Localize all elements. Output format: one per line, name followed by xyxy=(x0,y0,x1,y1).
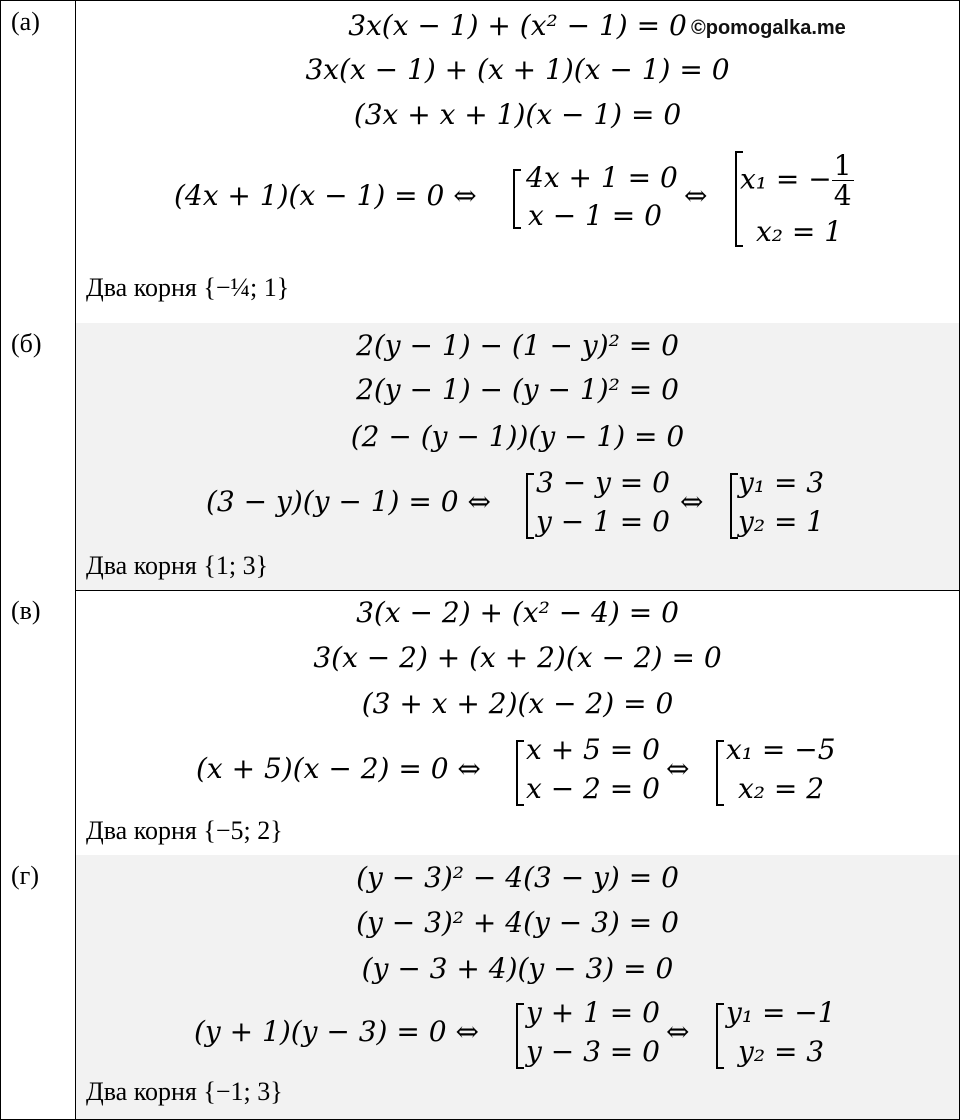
system-line: x + 5 = 0 xyxy=(526,733,660,766)
fraction-numerator: 1 xyxy=(833,149,852,182)
answer-line xyxy=(86,1077,283,1107)
equation-line: 3(x − 2) + (x + 2)(x − 2) = 0 xyxy=(313,641,722,674)
equation-line: (y − 3)² − 4(3 − y) = 0 xyxy=(356,861,679,894)
label-cell xyxy=(1,855,76,1119)
item-label: (б) xyxy=(11,329,42,358)
watermark: ©pomogalka.me xyxy=(691,17,846,39)
root-line: y₁ = −1 xyxy=(726,996,836,1029)
solution-content xyxy=(76,590,959,855)
root-line: x₁ = −5 xyxy=(726,733,836,766)
answer-prefix: Два корня xyxy=(86,551,197,580)
label-cell xyxy=(1,323,76,590)
roots-bracket xyxy=(730,473,738,539)
equation-line: (2 − (y − 1))(y − 1) = 0 xyxy=(350,420,685,453)
answer-prefix: Два корня xyxy=(86,273,197,302)
item-label: (г) xyxy=(11,861,39,890)
system-line: y − 1 = 0 xyxy=(536,505,670,538)
answer-set: {−1; 3} xyxy=(203,1077,283,1106)
equation-line: 2(y − 1) − (1 − y)² = 0 xyxy=(356,329,679,362)
item-label: (а) xyxy=(11,7,40,36)
equation-line: (y − 3)² + 4(y − 3) = 0 xyxy=(356,906,679,939)
answer-set: {−5; 2} xyxy=(203,816,283,845)
system-bracket xyxy=(516,740,524,806)
system-bracket xyxy=(526,473,534,539)
fraction-denominator: 4 xyxy=(833,179,852,213)
factored-equation: (y + 1)(y − 3) = 0 ⇔ xyxy=(194,1015,479,1048)
item-label: (в) xyxy=(11,596,41,625)
root-line: y₂ = 3 xyxy=(738,1035,825,1068)
equation-line: 3x(x − 1) + (x² − 1) = 0 xyxy=(348,9,687,42)
root-line: y₂ = 1 xyxy=(738,505,825,538)
answer-prefix: Два корня xyxy=(86,816,197,845)
system-line: y − 3 = 0 xyxy=(526,1035,660,1068)
equation-line: 3(x − 2) + (x² − 4) = 0 xyxy=(356,596,679,629)
roots-bracket xyxy=(716,1003,724,1069)
answer-line xyxy=(86,551,268,581)
answer-set: {−¼; 1} xyxy=(203,273,290,302)
root-line: x₂ = 1 xyxy=(756,215,843,248)
factored-equation: (x + 5)(x − 2) = 0 ⇔ xyxy=(196,752,481,785)
iff-symbol: ⇔ xyxy=(666,752,690,785)
root-text: x₁ = − xyxy=(740,162,832,196)
equation-line: (3 + x + 2)(x − 2) = 0 xyxy=(361,687,674,720)
solution-row-c xyxy=(1,590,959,856)
solution-row-d xyxy=(1,855,959,1119)
system-line: x − 2 = 0 xyxy=(526,772,660,805)
solution-content xyxy=(76,855,959,1119)
factored-equation: (4x + 1)(x − 1) = 0 ⇔ xyxy=(174,179,477,212)
equation-line: (y − 3 + 4)(y − 3) = 0 xyxy=(361,952,674,985)
answer-set: {1; 3} xyxy=(203,551,269,580)
system-line: x − 1 = 0 xyxy=(528,199,662,232)
root-line: x₂ = 2 xyxy=(738,772,825,805)
system-line: 3 − y = 0 xyxy=(536,466,670,499)
iff-symbol: ⇔ xyxy=(666,1015,690,1048)
answer-prefix: Два корня xyxy=(86,1077,197,1106)
system-line: 4x + 1 = 0 xyxy=(526,161,678,194)
factored-equation: (3 − y)(y − 1) = 0 ⇔ xyxy=(206,485,491,518)
iff-symbol: ⇔ xyxy=(684,179,708,212)
solution-content xyxy=(76,1,959,323)
label-cell xyxy=(1,590,76,855)
system-line: y + 1 = 0 xyxy=(526,996,660,1029)
root-fraction xyxy=(832,151,854,211)
solution-row-a xyxy=(1,1,959,324)
solution-content xyxy=(76,323,959,590)
equation-line: 3x(x − 1) + (x + 1)(x − 1) = 0 xyxy=(305,53,730,86)
answer-line xyxy=(86,273,289,303)
solution-row-b xyxy=(1,323,959,591)
root-line: y₁ = 3 xyxy=(738,466,825,499)
system-bracket xyxy=(516,1003,524,1069)
root-line xyxy=(740,151,854,211)
system-bracket xyxy=(513,169,521,229)
answer-line xyxy=(86,816,283,846)
roots-bracket xyxy=(716,740,724,806)
iff-symbol: ⇔ xyxy=(680,485,704,518)
equation-line: 2(y − 1) − (y − 1)² = 0 xyxy=(356,373,679,406)
label-cell xyxy=(1,1,76,323)
equation-line: (3x + x + 1)(x − 1) = 0 xyxy=(353,98,682,131)
